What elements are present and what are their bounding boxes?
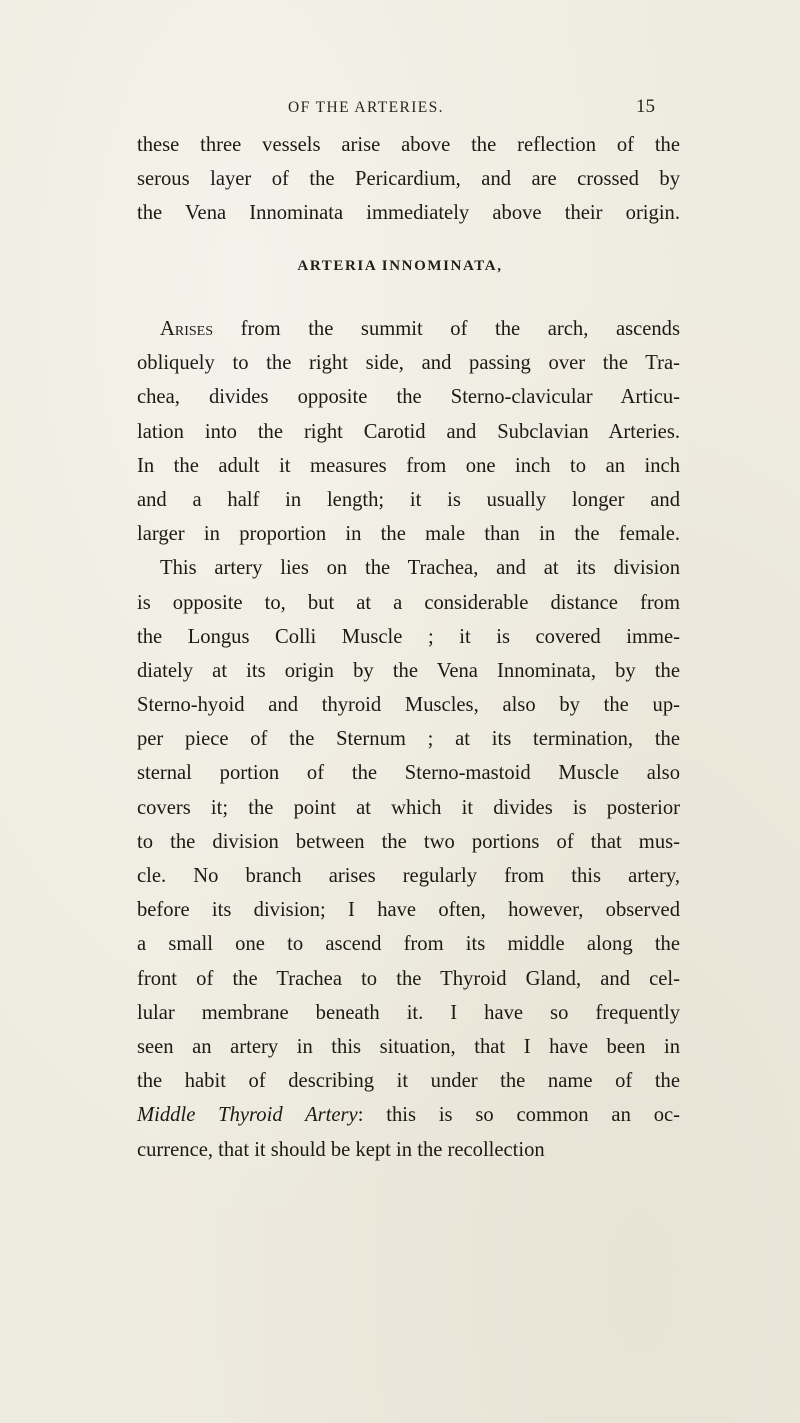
- text-line: Sterno-hyoid and thyroid Muscles, also by the up-: [137, 694, 680, 717]
- text-line: sternal portion of the Sterno-mastoid Muscle also: [137, 762, 680, 785]
- text-line: is opposite to, but at a considerable distance from: [137, 591, 680, 614]
- text-line: before its division; I have often, however, observed: [137, 899, 680, 922]
- text-line: per piece of the Sternum ; at its termination, the: [137, 728, 680, 751]
- italic-line-rest: : this is so common an oc-: [357, 1104, 680, 1127]
- text-line: lation into the right Carotid and Subclavian Arteries.: [137, 420, 680, 443]
- text-line: covers it; the point at which it divides is posterior: [137, 796, 680, 819]
- running-head: OF THE ARTERIES.: [288, 99, 444, 116]
- text-line: these three vessels arise above the reflection of the: [137, 134, 680, 156]
- text-line: lular membrane beneath it. I have so frequently: [137, 1001, 680, 1024]
- italic-term: Middle Thyroid Artery: [137, 1104, 358, 1127]
- intro-paragraph: [137, 128, 680, 231]
- text-line: In the adult it measures from one inch to an inch: [137, 454, 680, 477]
- lead-line-rest: from the summit of the arch, ascends: [213, 318, 680, 340]
- page-number: 15: [636, 96, 655, 117]
- text-line: larger in proportion in the male than in the female.: [137, 523, 680, 546]
- body-paragraph: [137, 312, 680, 1167]
- text-line: to the division between the two portions of that mus-: [137, 830, 680, 853]
- text-line: front of the Trachea to the Thyroid Gland, and cel-: [137, 967, 680, 990]
- text-line: a small one to ascend from its middle along the: [137, 933, 680, 956]
- text-line: cle. No branch arises regularly from this artery,: [137, 865, 680, 887]
- text-line: chea, divides opposite the Sterno-clavicular Articu-: [137, 386, 680, 409]
- text-line-last: currence, that it should be kept in the recollection: [137, 1138, 545, 1161]
- text-line: obliquely to the right side, and passing over the Tra-: [137, 352, 680, 375]
- text-line: seen an artery in this situation, that I have been in: [137, 1035, 680, 1058]
- text-line-first: [137, 312, 680, 346]
- text-line: serous layer of the Pericardium, and are crossed by: [137, 168, 680, 191]
- text-line: and a half in length; it is usually longer and: [137, 488, 680, 511]
- text-line: This artery lies on the Trachea, and at its division: [160, 557, 680, 580]
- text-line: the Vena Innominata immediately above their origin.: [137, 202, 680, 225]
- section-heading: ARTERIA INNOMINATA,: [297, 258, 503, 274]
- text-line: the Longus Colli Muscle ; it is covered imme-: [137, 625, 680, 648]
- text-line-italic: [137, 1098, 680, 1132]
- text-line: the habit of describing it under the name of the: [137, 1070, 680, 1093]
- text-line: diately at its origin by the Vena Innominata, by the: [137, 659, 680, 682]
- lead-word: Arises: [160, 318, 213, 340]
